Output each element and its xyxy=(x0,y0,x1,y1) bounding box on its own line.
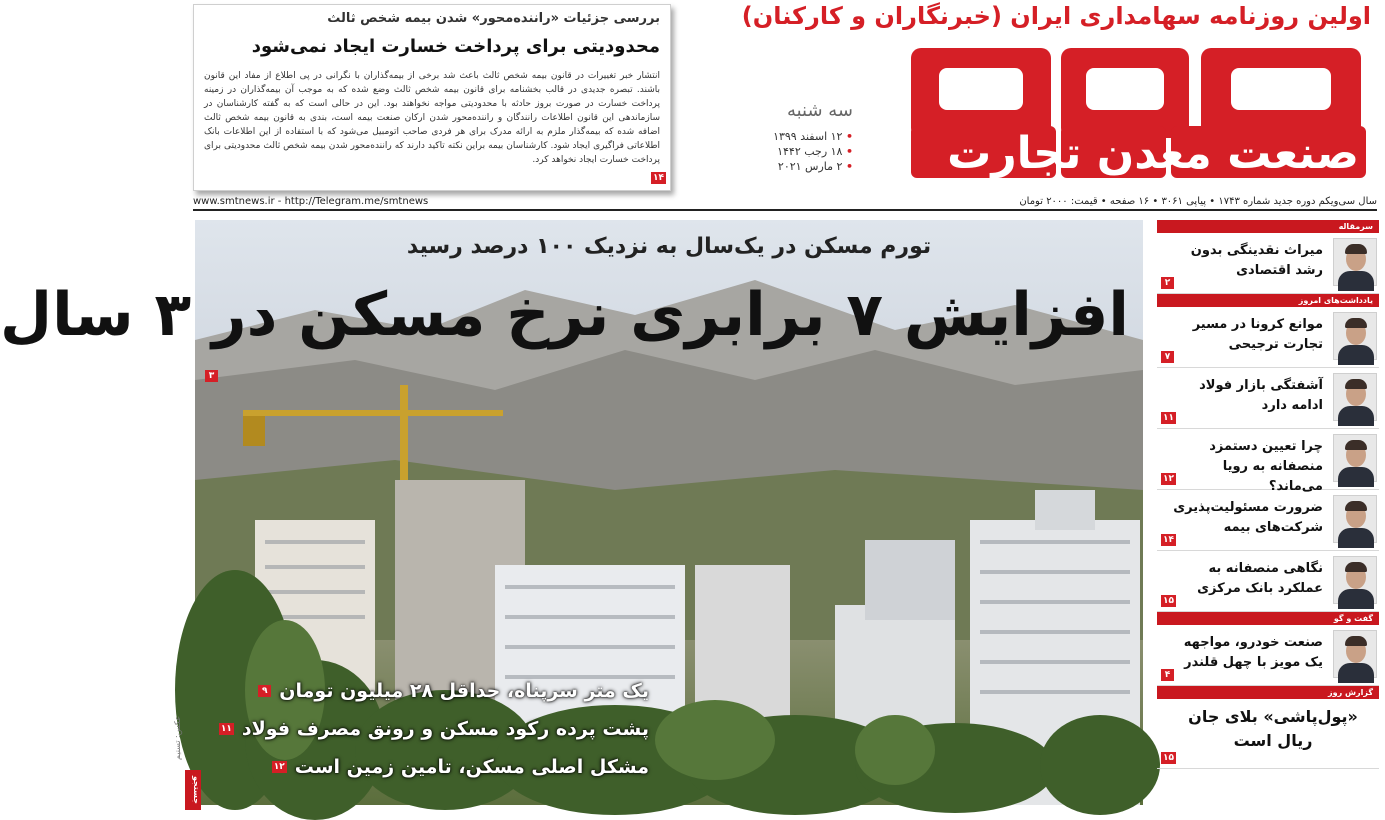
top-story-kicker: بررسی جزئیات «راننده‌محور» شدن بیمه شخص ثالث xyxy=(327,11,660,26)
article-title: موانع کرونا در مسیر تجارت ترجیحی xyxy=(1192,317,1323,352)
author-photo xyxy=(1333,434,1377,482)
masthead-tagline: اولین روزنامه سهامداری ایران (خبرنگاران و کارکنان) xyxy=(741,2,1371,30)
page-number-badge: ۱۵ xyxy=(1163,753,1174,763)
hero-bullet-text: یک متر سرپناه، حداقل ۲۸ میلیون تومان xyxy=(279,680,649,702)
hero-bullet-text: پشت پرده رکود مسکن و رونق مصرف فولاد xyxy=(241,718,649,740)
hero-bullet[interactable] xyxy=(209,672,649,710)
top-story-headline[interactable]: محدودیتی برای پرداخت خسارت ایجاد نمی‌شود xyxy=(251,36,660,57)
author-photo xyxy=(1333,556,1377,604)
article-title: چرا تعیین دستمزد منصفانه به رویا می‌ماند؟ xyxy=(1209,439,1323,494)
logo-subtitle: صنعت معدن تجارت xyxy=(947,128,1359,179)
page-number-badge: ۱۱ xyxy=(220,724,232,734)
section-label-editorial: سرمقاله xyxy=(1157,220,1379,233)
sidebar-article[interactable] xyxy=(1157,625,1379,686)
sidebar-article[interactable] xyxy=(1157,368,1379,429)
article-title: نگاهی منصفانه به عملکرد بانک مرکزی xyxy=(1197,561,1323,596)
page-number-badge: ۱۲ xyxy=(1163,474,1174,484)
day-of-week: سه شنبه xyxy=(786,100,853,121)
hero-headline[interactable]: افزایش ۷ برابری نرخ مسکن در ۳ سال xyxy=(0,280,1129,350)
date-line-gregorian: • ۲ مارس ۲۰۲۱ xyxy=(777,160,853,173)
article-title: «پول‌پاشی» بلای جان ریال است xyxy=(1188,707,1358,750)
sidebar-article[interactable] xyxy=(1157,233,1379,294)
watermark: جستجو xyxy=(185,770,201,810)
section-label-interview: گفت و گو xyxy=(1157,612,1379,625)
page-number-badge: ۱۲ xyxy=(273,762,285,772)
article-title: آشفتگی بازار فولاد ادامه دارد xyxy=(1199,378,1323,413)
page-number-badge: ۱۴ xyxy=(1163,535,1174,545)
top-story-box[interactable] xyxy=(193,4,671,191)
sidebar-article[interactable] xyxy=(1157,551,1379,612)
issue-details: سال سی‌ویکم دوره جدید شماره ۱۷۴۳ • پیاپی ۳۰۶۱ • ۱۶ صفحه • قیمت: ۲۰۰۰ تومان xyxy=(1019,196,1377,207)
sidebar-article[interactable] xyxy=(1157,699,1379,769)
author-photo xyxy=(1333,312,1377,360)
author-photo xyxy=(1333,373,1377,421)
page-number-badge: ۴ xyxy=(1161,669,1174,681)
hero-bullet[interactable] xyxy=(209,748,649,786)
top-story-body: انتشار خبر تغییرات در قانون بیمه شخص ثالث باعث شد برخی از بیمه‌گذاران با نگرانی در پی اطلاع از مفاد این قانون باشند. تبصره جدیدی در قالب بخشنامه برای قانون بیمه شخص ثالث وضع شده که به موجب آن بیمه‌گذاران در زمینه پرداخت خسارت در صورت بروز حادثه با محدودیتی مواجه نخواهند بود. این در حالی است که به گفته کارشناسان در سازماندهی این قانون اطلاعات رانندگان و راننده‌محور شدن ارکان صنعت بیمه است، بندی به قانون بیمه شخص ثالث اضافه شده که بیمه‌گذار ملزم به ارائه مدرک برای هر فردی صاحب اتومبیل می‌شود که با استفاده از این اطلاعات بانک اطلاعاتی فراگیری ایجاد شود. کارشناسان بیمه براین نکته تاکید دارند که راننده‌محور شدن بیمه شخص ثالث محدودیتی برای پرداخت خسارت ایجاد نخواهد کرد. xyxy=(204,71,660,165)
author-photo xyxy=(1333,238,1377,286)
author-photo xyxy=(1333,630,1377,678)
page-number-badge: ۲ xyxy=(1161,277,1174,289)
article-title: میراث نقدینگی بدون رشد اقتصادی xyxy=(1190,243,1323,278)
hero-bullet-text: مشکل اصلی مسکن، تامین زمین است xyxy=(294,756,649,778)
article-title: ضرورت مسئولیت‌پذیری شرکت‌های بیمه xyxy=(1173,500,1323,535)
page-number-badge[interactable]: ۳ xyxy=(205,370,218,382)
article-title: صنعت خودرو، مواجهه یک مویز با چهل قلندر xyxy=(1183,635,1323,670)
hero-subheadline: تورم مسکن در یک‌سال به نزدیک ۱۰۰ درصد رسید xyxy=(406,234,932,259)
date-line-lunar: • ۱۸ رجب ۱۴۴۲ xyxy=(777,145,853,158)
date-line-solar: • ۱۲ اسفند ۱۳۹۹ xyxy=(773,130,853,143)
sidebar xyxy=(1157,220,1379,810)
sidebar-article[interactable] xyxy=(1157,490,1379,551)
issue-date xyxy=(733,100,853,174)
page-number-badge: ۱۱ xyxy=(1163,413,1174,423)
page-number-badge: ۱۵ xyxy=(1163,596,1174,606)
author-photo xyxy=(1333,495,1377,543)
sidebar-article[interactable] xyxy=(1157,429,1379,494)
page-number-badge: ۷ xyxy=(1161,351,1174,363)
section-label-daily-report: گزارش روز xyxy=(1157,686,1379,699)
hero-bullet-list xyxy=(209,672,649,786)
issue-info-line xyxy=(193,195,1377,211)
page-number-badge[interactable]: ۱۴ xyxy=(653,173,664,183)
website-links[interactable]: www.smtnews.ir - http://Telegram.me/smtnews xyxy=(193,196,429,207)
hero-bullet[interactable] xyxy=(209,710,649,748)
photo-credit: عکس: تسنیم xyxy=(173,715,182,760)
section-label-notes: یادداشت‌های امروز xyxy=(1157,294,1379,307)
newspaper-logo[interactable] xyxy=(871,40,1371,180)
sidebar-article[interactable] xyxy=(1157,307,1379,368)
page-number-badge: ۹ xyxy=(258,685,271,697)
